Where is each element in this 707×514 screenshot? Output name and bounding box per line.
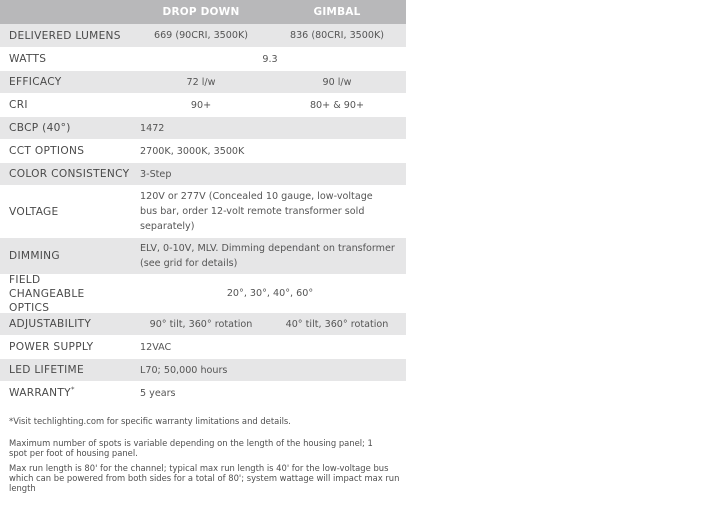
row-label: WATTS [9,53,47,65]
value-gimbal: 80+ & 90+ [309,99,365,111]
spec-table [0,0,406,405]
warranty-label: WARRANTY [9,387,71,399]
value-shared: 9.3 [262,53,278,65]
row-label: VOLTAGE [9,205,59,218]
header-drop-down: DROP DOWN [162,6,240,18]
row-label: FIELD CHANGEABLE OPTICS [9,273,85,314]
row-watts [0,48,406,71]
value-shared: 12VAC [140,341,172,353]
row-delivered-lumens [0,24,406,48]
row-cbcp [0,117,406,140]
row-label: DELIVERED LUMENS [9,29,121,42]
row-label [0,386,134,400]
row-led-lifetime [0,359,406,382]
value-gimbal: 40° tilt, 360° rotation [285,318,389,330]
value-gimbal: 90 l/w [322,76,352,88]
value-shared: 20°, 30°, 40°, 60° [226,288,314,299]
value-shared: 1472 [140,122,165,134]
value-drop-down: 90+ [190,99,212,111]
row-power-supply [0,336,406,359]
row-adjustability [0,313,406,336]
value-drop-down: 90° tilt, 360° rotation [149,318,253,330]
row-label: EFFICACY [9,76,62,88]
value-shared: 120V or 277V (Concealed 10 gauge, low-voltage bus bar, order 12-volt remote transformer sold separately) [140,191,373,232]
row-label: CBCP (40°) [9,122,71,134]
value-drop-down: 669 (90CRI, 3500K) [153,30,249,41]
footnote-marker: * [70,385,75,394]
value-shared: 2700K, 3000K, 3500K [140,145,245,157]
value-shared: ELV, 0-10V, MLV. Dimming dependant on transformer (see grid for details) [140,243,395,269]
value-shared: 5 years [140,387,176,399]
row-warranty [0,382,406,405]
row-label: LED LIFETIME [9,364,84,376]
row-efficacy [0,71,406,94]
value-shared: L70; 50,000 hours [140,364,228,376]
value-drop-down: 72 l/w [186,76,216,88]
row-dimming [0,238,406,275]
header-gimbal: GIMBAL [313,6,361,18]
row-cri [0,94,406,117]
note-max-run-length: Max run length is 80' for the channel; typical max run length is 40' for the low-voltage bus which can be powered from both sides for a total of 80'; system wattage will impact max run length [9,463,400,493]
row-label: DIMMING [9,250,60,262]
footnote-warranty: *Visit techlighting.com for specific warranty limitations and details. [9,416,291,426]
value-shared: 3-Step [140,168,172,180]
row-cct-options [0,140,406,163]
row-label: COLOR CONSISTENCY [9,168,130,180]
row-label: ADJUSTABILITY [9,318,92,330]
row-label: POWER SUPPLY [9,341,94,353]
row-field-changeable-optics [0,275,406,313]
row-color-consistency [0,163,406,186]
row-label: CRI [9,99,28,111]
value-gimbal: 836 (80CRI, 3500K) [289,30,385,41]
table-header [0,0,406,24]
note-max-spots: Maximum number of spots is variable depending on the length of the housing panel; 1 spot per foot of housing panel. [9,438,373,458]
row-label: CCT OPTIONS [9,145,85,157]
row-voltage [0,186,406,238]
